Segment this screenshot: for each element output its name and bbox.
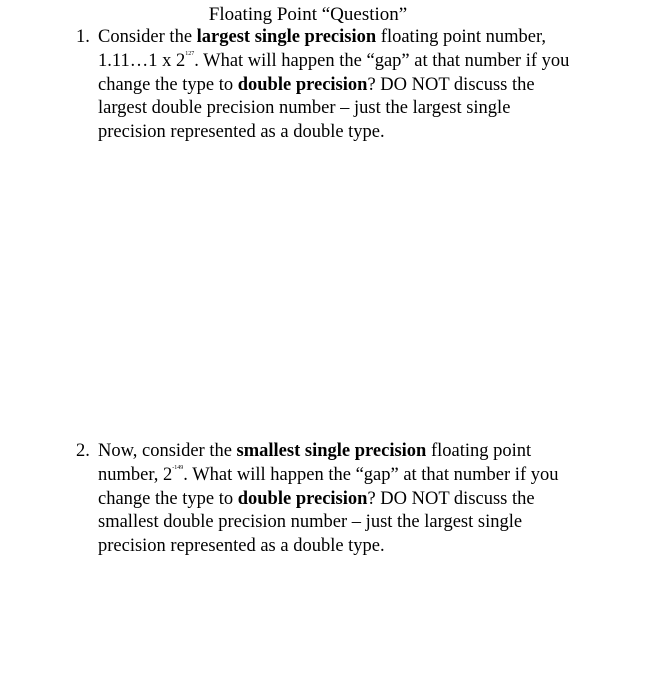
question-text-segment: floating point number, 1.11…1 x 2 xyxy=(98,27,547,71)
question-text-segment: ? DO NOT discuss the smallest double precision number – just the largest single precision represented as a double type. xyxy=(98,488,535,557)
question-bold-term: double precision xyxy=(237,74,368,95)
document-title-text: Floating Point “Question” xyxy=(208,4,408,25)
question-text xyxy=(76,26,576,145)
question-1 xyxy=(76,26,576,145)
question-text-segment: . What will happen the “gap” at that number if you change the type to xyxy=(98,464,559,509)
question-text xyxy=(76,440,576,559)
question-bold-term: smallest single precision xyxy=(236,441,427,461)
exponent-superscript: -149 xyxy=(172,464,184,471)
question-text-segment: ? DO NOT discuss the largest double precision number – just the largest single precision represented as a double type. xyxy=(98,74,535,143)
question-text-segment: Consider the xyxy=(98,27,197,47)
question-text-segment: floating point number, 2 xyxy=(98,441,532,485)
answer-space-1[interactable] xyxy=(76,150,576,430)
question-number: 2. xyxy=(76,441,90,461)
question-bold-term: largest single precision xyxy=(196,27,377,47)
document-title xyxy=(0,3,646,26)
question-bold-term: double precision xyxy=(237,488,368,509)
question-number: 1. xyxy=(76,27,90,47)
question-text-segment: Now, consider the xyxy=(98,441,237,461)
answer-space-2[interactable] xyxy=(76,560,576,690)
question-text-segment: . What will happen the “gap” at that number if you change the type to xyxy=(98,50,570,95)
question-2 xyxy=(76,440,576,559)
exponent-superscript: 127 xyxy=(185,50,195,57)
